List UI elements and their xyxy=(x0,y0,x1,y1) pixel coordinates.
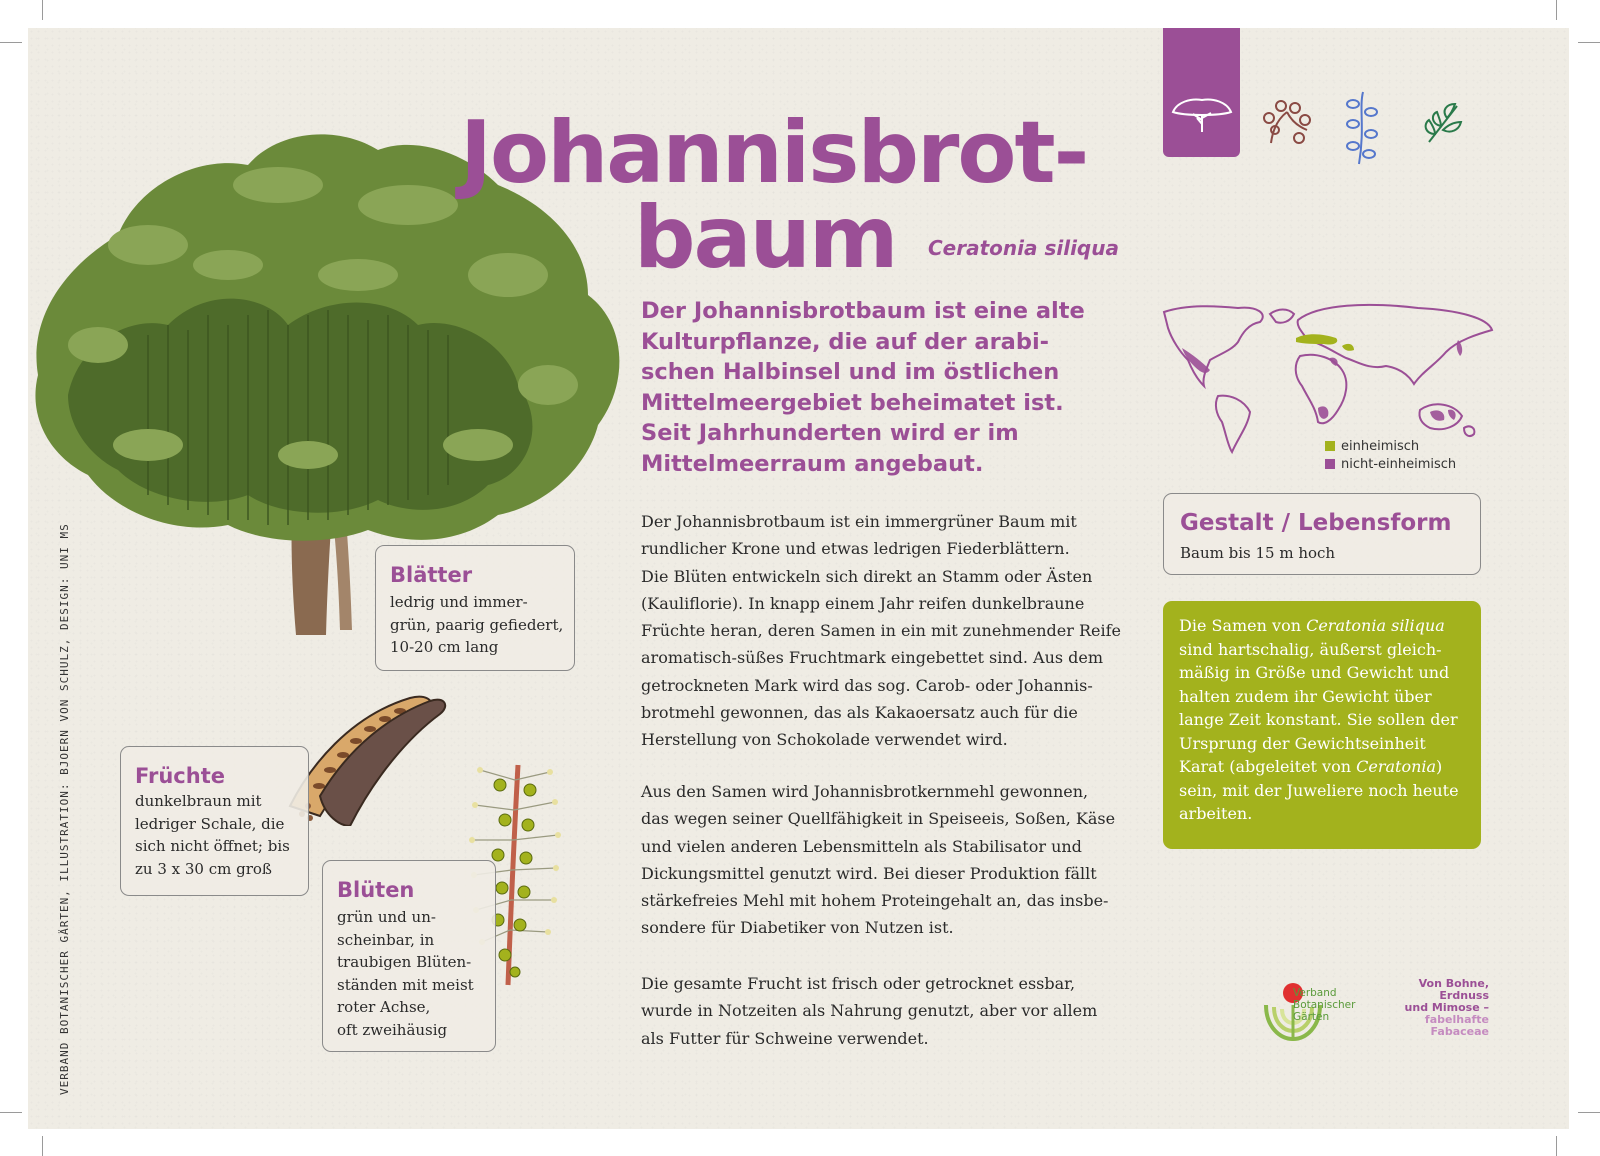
body-line: sondere für Diabetiker von Nutzen ist. xyxy=(641,918,954,938)
fruits-line: zu 3 x 30 cm groß xyxy=(135,859,272,878)
title-line-2: baum xyxy=(634,188,897,288)
flowers-line: grün und un- xyxy=(337,908,436,927)
body-paragraph-3 xyxy=(641,970,1111,1052)
crop-mark xyxy=(1556,0,1557,20)
flowers-title: Blüten xyxy=(337,878,415,902)
fact-latin: Ceratonia xyxy=(1356,757,1437,776)
intro-line: Mittelmeergebiet beheimatet ist. xyxy=(641,389,1064,416)
body-line: brotmehl gewonnen, das als Kakaoersatz auch für die xyxy=(641,703,1078,723)
body-line: und vielen anderen Lebensmitteln als Stabilisator und xyxy=(641,836,1082,856)
fruits-line: dunkelbraun mit xyxy=(135,792,262,811)
crop-mark xyxy=(0,1112,22,1113)
body-line: Dickungsmittel genutzt wird. Bei dieser Produktion fällt xyxy=(641,863,1097,883)
intro-line: Seit Jahrhunderten wird er im xyxy=(641,420,1019,446)
title-line-1: Johannisbrot- xyxy=(460,103,1088,203)
vbg-logo-text xyxy=(1293,987,1355,1023)
body-line: Die Blüten entwickeln sich direkt an Stamm oder Ästen xyxy=(641,566,1093,586)
credits: VERBAND BOTANISCHER GÄRTEN, ILLUSTRATION: BJOERN VON SCHULZ, DESIGN: UNI MS xyxy=(58,523,71,1095)
leaves-line: ledrig und immer- xyxy=(390,593,528,612)
growth-form-box xyxy=(1163,493,1481,575)
world-map xyxy=(1158,300,1498,460)
fact-line: arbeiten. xyxy=(1179,804,1253,823)
body-line: Der Johannisbrotbaum ist ein immergrüner Baum mit xyxy=(641,512,1077,531)
flowers-text xyxy=(337,906,485,1041)
fact-text: Die Samen von xyxy=(1179,616,1307,635)
flowers-line: roter Achse, xyxy=(337,998,431,1017)
crop-mark xyxy=(0,42,22,43)
fact-line: sind hartschalig, äußerst gleich- xyxy=(1179,639,1442,659)
crop-mark xyxy=(42,1136,43,1156)
body-line: (Kauliflorie). In knapp einem Jahr reifen dunkelbraune xyxy=(641,593,1085,613)
flowers-box xyxy=(322,860,496,1052)
crop-mark xyxy=(1556,1136,1557,1156)
legend-non-native xyxy=(1325,455,1456,473)
legend-label: einheimisch xyxy=(1341,438,1420,454)
intro-line: Kulturpflanze, die auf der arabi- xyxy=(641,328,1050,355)
fruits-line: sich nicht öffnet; bis xyxy=(135,837,290,856)
body-line: das wegen seiner Quellfähigkeit in Speiseeis, Soßen, Käse xyxy=(641,809,1116,829)
series-line: Fabaceae xyxy=(1430,1025,1489,1038)
body-line: als Futter für Schweine verwendet. xyxy=(641,1028,929,1048)
legend-swatch-native xyxy=(1325,441,1335,451)
fact-text: ) xyxy=(1436,757,1443,776)
fact-line xyxy=(1179,755,1467,779)
fruits-box xyxy=(120,746,309,896)
legend-native xyxy=(1325,437,1456,455)
intro-line: Mittelmeerraum angebaut. xyxy=(641,450,984,477)
fact-text: Karat (abgeleitet von xyxy=(1179,757,1357,776)
body-line: wurde in Notzeiten als Nahrung genutzt, aber vor allem xyxy=(641,1001,1098,1021)
active-category-tab xyxy=(1163,28,1240,157)
fact-line: lange Zeit konstant. Sie sollen der xyxy=(1179,710,1458,729)
body-paragraph-1 xyxy=(641,508,1122,754)
fruits-line: ledriger Schale, die xyxy=(135,814,285,833)
fruits-text xyxy=(135,790,298,880)
series-logo xyxy=(1389,978,1489,1038)
leaves-line: grün, paarig gefiedert, xyxy=(390,615,564,634)
shrub-icon xyxy=(1421,100,1467,146)
tree-icon xyxy=(1169,94,1235,134)
flowers-line: scheinbar, in xyxy=(337,930,435,949)
intro-text xyxy=(641,296,1121,479)
flowers-line: ständen mit meist xyxy=(337,975,474,994)
fact-line: sein, mit der Juweliere noch heute xyxy=(1179,780,1459,800)
crop-mark xyxy=(1578,42,1600,43)
herb-icon xyxy=(1261,98,1315,148)
fact-line xyxy=(1179,614,1467,638)
vine-icon xyxy=(1341,88,1381,168)
fact-latin: Ceratonia siliqua xyxy=(1306,616,1445,635)
series-line: fabelhafte xyxy=(1424,1013,1489,1026)
latin-name: Ceratonia siliqua xyxy=(928,236,1119,260)
fact-line: Ursprung der Gewichtseinheit xyxy=(1179,733,1426,753)
series-line: und Mimose – xyxy=(1404,1001,1489,1014)
series-line: Erdnuss xyxy=(1439,989,1489,1002)
growth-form-title: Gestalt / Lebensform xyxy=(1180,510,1452,536)
growth-form-text: Baum bis 15 m hoch xyxy=(1180,544,1336,563)
body-line: Früchte heran, deren Samen in ein mit zunehmender Reife xyxy=(641,621,1122,641)
legend-swatch-non-native xyxy=(1325,459,1335,469)
body-line: Herstellung von Schokolade verwendet wird. xyxy=(641,730,1008,750)
map-legend xyxy=(1325,437,1456,473)
body-line: getrockneten Mark wird das sog. Carob- oder Johannis- xyxy=(641,675,1093,695)
body-line: Aus den Samen wird Johannisbrotkernmehl gewonnen, xyxy=(641,782,1089,801)
leaves-box xyxy=(375,545,575,671)
fact-line: mäßig in Größe und Gewicht und xyxy=(1179,663,1450,682)
body-line: aromatisch-süßes Fruchtmark eingebettet sind. Aus dem xyxy=(641,648,1104,668)
flowers-line: traubigen Blüten- xyxy=(337,953,472,972)
series-line: Von Bohne, xyxy=(1418,977,1489,990)
legend-label: nicht-einheimisch xyxy=(1341,456,1457,472)
body-paragraph-2 xyxy=(641,778,1116,942)
fact-line: halten zudem ihr Gewicht über xyxy=(1179,686,1432,706)
vbg-line: Botanischer xyxy=(1293,999,1356,1011)
flowers-line: oft zweihäusig xyxy=(337,1020,448,1039)
body-line: Die gesamte Frucht ist frisch oder getrocknet essbar, xyxy=(641,974,1076,993)
intro-line: Der Johannisbrotbaum ist eine alte xyxy=(641,298,1085,324)
body-line: rundlicher Krone und etwas ledrigen Fiederblättern. xyxy=(641,539,1070,559)
intro-line: schen Halbinsel und im östlichen xyxy=(641,359,1060,385)
leaves-text xyxy=(390,591,562,659)
crop-mark xyxy=(42,0,43,20)
fact-box xyxy=(1163,601,1481,849)
body-line: stärkefreies Mehl mit hohem Proteingehalt an, das insbe- xyxy=(641,891,1109,911)
vbg-line: Gärten xyxy=(1293,1011,1330,1023)
crop-mark xyxy=(1578,1112,1600,1113)
leaves-title: Blätter xyxy=(390,563,473,587)
leaves-line: 10-20 cm lang xyxy=(390,638,499,657)
vbg-line: Verband xyxy=(1293,987,1337,999)
fruits-title: Früchte xyxy=(135,764,225,788)
